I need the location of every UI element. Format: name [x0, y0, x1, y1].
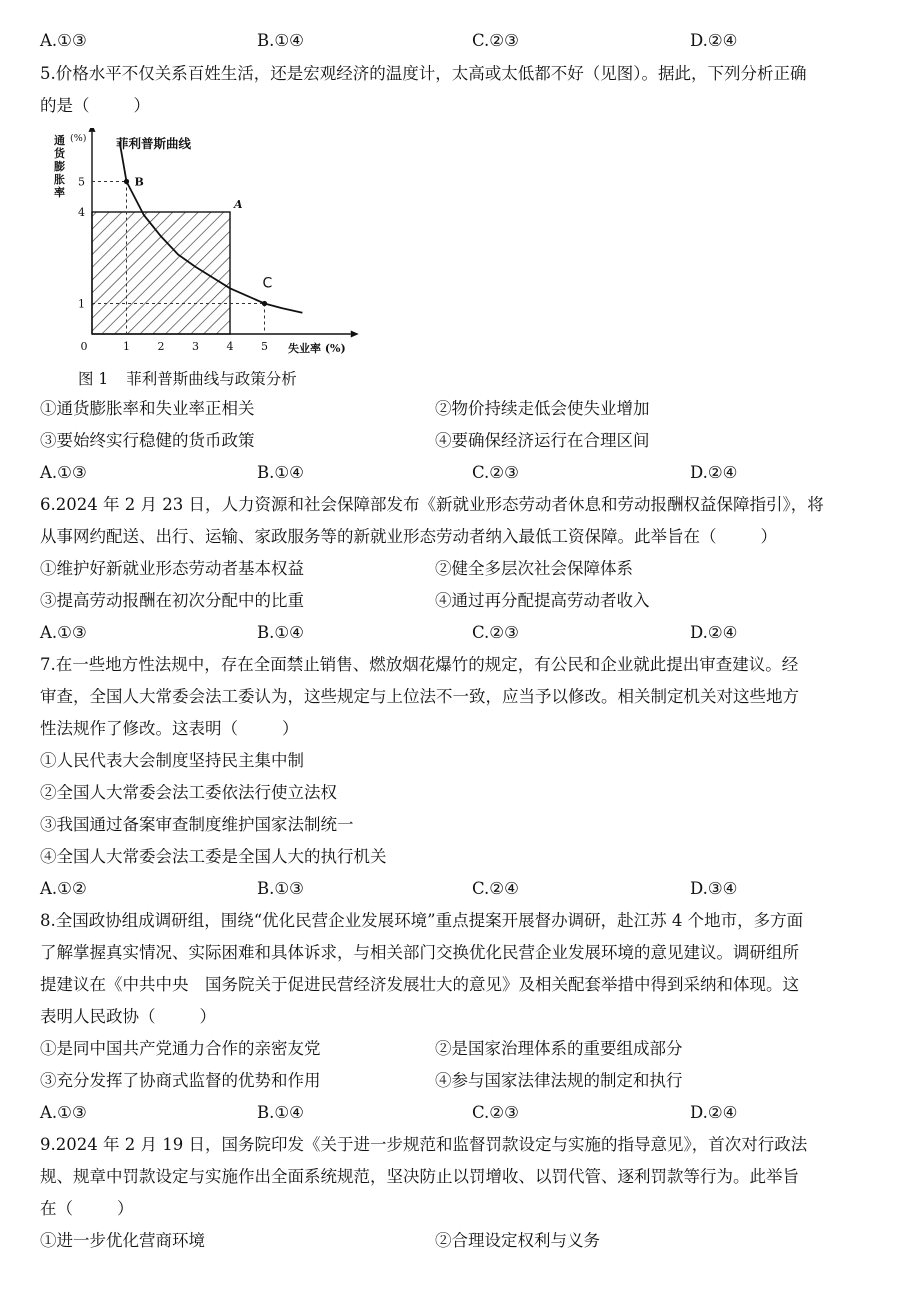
chart-title: 菲利普斯曲线 — [116, 136, 192, 151]
q5-stem-line2 — [40, 95, 870, 117]
option-c[interactable]: C.②③ — [472, 31, 519, 50]
point-c — [262, 301, 267, 306]
q5-paren-close: ） — [133, 96, 150, 115]
option-d[interactable]: D.②④ — [690, 463, 738, 482]
y-tick-label-1: 1 — [78, 297, 85, 311]
y-axis-arrow — [89, 128, 96, 132]
q6-items-row2 — [40, 590, 870, 612]
y-tick-label-4: 4 — [78, 206, 85, 219]
option-b[interactable]: B.①④ — [257, 1103, 304, 1122]
y-unit-label: (%) — [70, 133, 87, 144]
q7-paren-close: ） — [282, 719, 299, 738]
option-c[interactable]: C.②④ — [472, 879, 519, 898]
shaded-region — [92, 212, 230, 334]
q9-items-row1 — [40, 1230, 870, 1252]
point-label-b: B — [134, 175, 144, 189]
option-b[interactable]: B.①④ — [257, 463, 304, 482]
figure-caption — [78, 368, 297, 390]
q8-stem-line3: 提建议在《中共中央 国务院关于促进民营经济发展壮大的意见》及相关配套举措中得到采纳和体现。这 — [40, 975, 799, 994]
option-d[interactable]: D.②④ — [690, 623, 738, 642]
x-tick-label-0: 0 — [80, 340, 88, 353]
q7-stem-line2: 审查，全国人大常委会法工委认为，这些规定与上位法不一致，应当予以修改。相关制定机关对这些地方 — [40, 687, 799, 706]
q7-item-1: ①人民代表大会制度坚持民主集中制 — [40, 751, 304, 770]
phillips-curve-chart — [40, 128, 370, 360]
q6-paren-close: ） — [760, 527, 777, 546]
q8-items-row2 — [40, 1070, 870, 1092]
option-a[interactable]: A.①② — [40, 879, 87, 898]
q6-item-1: ①维护好新就业形态劳动者基本权益 — [40, 559, 304, 578]
q6-options — [40, 622, 870, 644]
option-b[interactable]: B.①④ — [257, 31, 304, 50]
q8-stem-line4 — [40, 1006, 870, 1028]
q8-item-3: ③充分发挥了协商式监督的优势和作用 — [40, 1071, 321, 1090]
q7-item-2: ②全国人大常委会法工委依法行使立法权 — [40, 783, 337, 802]
q7-stem-line1: 7.在一些地方性法规中，存在全面禁止销售、燃放烟花爆竹的规定，有公民和企业就此提出审查建议。经 — [40, 655, 799, 674]
q6-stem-text: 从事网约配送、出行、运输、家政服务等的新就业形态劳动者纳入最低工资保障。此举旨在（ — [40, 527, 717, 546]
q9-stem-text: 在（ — [40, 1199, 73, 1218]
q9-stem-line3 — [40, 1198, 870, 1220]
prev-question-options — [40, 30, 870, 52]
y-tick-label-5: 5 — [78, 175, 85, 189]
q9-item-2: ②合理设定权利与义务 — [435, 1231, 600, 1250]
figure-number: 图 1 — [78, 370, 109, 388]
q6-item-4: ④通过再分配提高劳动者收入 — [435, 591, 650, 610]
q8-stem-text: 表明人民政协（ — [40, 1007, 156, 1026]
q7-stem-line3 — [40, 718, 870, 740]
option-d[interactable]: D.②④ — [690, 1103, 738, 1122]
q8-paren-close: ） — [199, 1007, 216, 1026]
q5-item-2: ②物价持续走低会使失业增加 — [435, 399, 650, 418]
q8-items-row1 — [40, 1038, 870, 1060]
q5-stem-text: 的是（ — [40, 96, 90, 115]
q9-paren-close: ） — [117, 1199, 134, 1218]
option-c[interactable]: C.②③ — [472, 463, 519, 482]
option-a[interactable]: A.①③ — [40, 463, 87, 482]
q6-stem-line2 — [40, 526, 870, 548]
q6-items-row1 — [40, 558, 870, 580]
x-tick-label-5: 5 — [261, 340, 268, 353]
option-d[interactable]: D.②④ — [690, 31, 738, 50]
point-label-a: A — [234, 198, 243, 211]
option-c[interactable]: C.②③ — [472, 1103, 519, 1122]
point-label-c: C — [262, 275, 273, 292]
x-tick-label-2: 2 — [157, 340, 165, 353]
chart-plot-area — [54, 128, 359, 355]
option-b[interactable]: B.①④ — [257, 623, 304, 642]
y-axis-label: 通货膨胀率 — [54, 134, 65, 199]
q8-item-4: ④参与国家法律法规的制定和执行 — [435, 1071, 683, 1090]
q9-stem-line1: 9.2024 年 2 月 19 日，国务院印发《关于进一步规范和监督罚款设定与实施的指导意见》，首次对行政法 — [40, 1135, 808, 1154]
x-tick-label-4: 4 — [226, 340, 234, 353]
q7-stem-text: 性法规作了修改。这表明（ — [40, 719, 238, 738]
option-a[interactable]: A.①③ — [40, 31, 87, 50]
q5-item-1: ①通货膨胀率和失业率正相关 — [40, 399, 255, 418]
x-tick-label-3: 3 — [192, 340, 199, 353]
q5-item-3: ③要始终实行稳健的货币政策 — [40, 431, 255, 450]
option-a[interactable]: A.①③ — [40, 623, 87, 642]
q5-options — [40, 462, 870, 484]
q5-stem-line1: 5.价格水平不仅关系百姓生活，还是宏观经济的温度计，太高或太低都不好（见图）。据此，下列分析正确 — [40, 64, 807, 83]
x-axis-label: 失业率 (%) — [288, 342, 346, 355]
q7-item-4: ④全国人大常委会法工委是全国人大的执行机关 — [40, 847, 387, 866]
x-axis-arrow — [351, 331, 359, 338]
q9-stem-line2: 规、规章中罚款设定与实施作出全面系统规范，坚决防止以罚增收、以罚代管、逐利罚款等行为。此举旨 — [40, 1167, 799, 1186]
point-b — [124, 179, 129, 184]
option-b[interactable]: B.①③ — [257, 879, 304, 898]
x-tick-label-1: 1 — [123, 340, 130, 353]
q8-item-2: ②是国家治理体系的重要组成部分 — [435, 1039, 683, 1058]
q8-stem-line2: 了解掌握真实情况、实际困难和具体诉求，与相关部门交换优化民营企业发展环境的意见建议。调研组所 — [40, 943, 799, 962]
option-a[interactable]: A.①③ — [40, 1103, 87, 1122]
q9-item-1: ①进一步优化营商环境 — [40, 1231, 205, 1250]
q5-items-row2 — [40, 430, 870, 452]
q8-item-1: ①是同中国共产党通力合作的亲密友党 — [40, 1039, 321, 1058]
q6-stem-line1: 6.2024 年 2 月 23 日，人力资源和社会保障部发布《新就业形态劳动者休息和劳动报酬权益保障指引》，将 — [40, 495, 824, 514]
q6-item-2: ②健全多层次社会保障体系 — [435, 559, 633, 578]
option-c[interactable]: C.②③ — [472, 623, 519, 642]
q7-item-3: ③我国通过备案审查制度维护国家法制统一 — [40, 815, 354, 834]
q5-items-row1 — [40, 398, 870, 420]
option-d[interactable]: D.③④ — [690, 879, 738, 898]
q6-item-3: ③提高劳动报酬在初次分配中的比重 — [40, 591, 304, 610]
q8-stem-line1: 8.全国政协组成调研组，围绕“优化民营企业发展环境”重点提案开展督办调研，赴江苏 4 个地市，多方面 — [40, 911, 804, 930]
figure-title: 菲利普斯曲线与政策分析 — [126, 370, 297, 388]
q8-options — [40, 1102, 870, 1124]
q7-options — [40, 878, 870, 900]
q5-item-4: ④要确保经济运行在合理区间 — [435, 431, 650, 450]
